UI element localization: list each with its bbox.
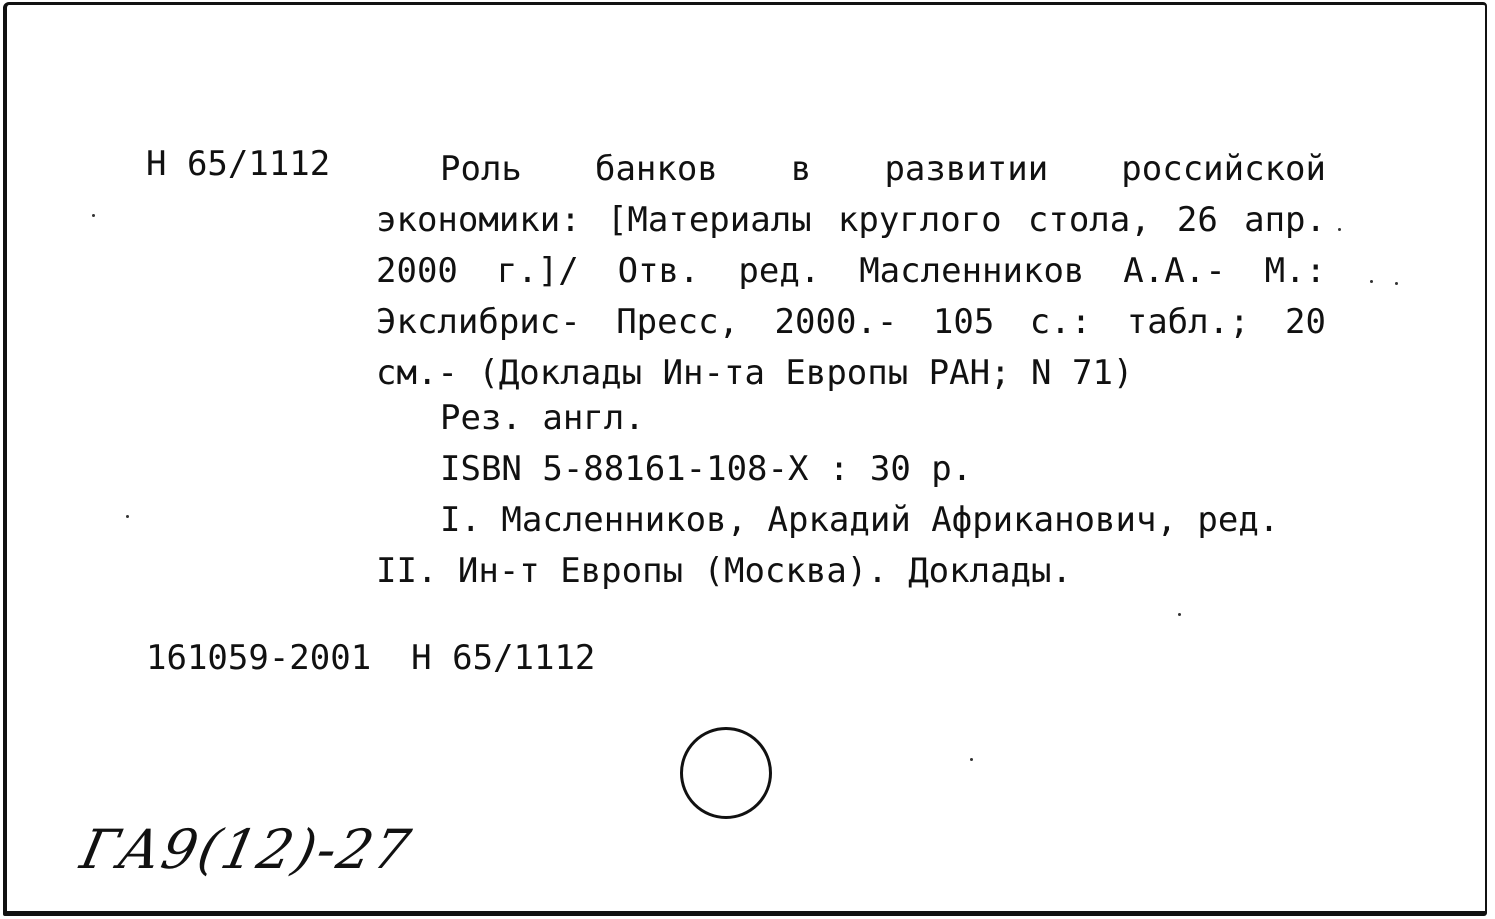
scan-speck xyxy=(1370,280,1373,283)
added-entry-editor: I. Масленников, Аркадий Африканович, ред. xyxy=(440,500,1280,540)
bibliographic-description: Роль банков в развитии российской экономики: [Материалы круглого стола, 26 апр. 2000 г.]/ Отв. ред. Масленников А.А.- М.: Экслибрис- Пресс, 2000.- 105 с.: табл.; 20 см.- (Доклады Ин-та Европы РАН; N 71) xyxy=(376,149,1326,393)
scan-speck xyxy=(1178,613,1181,616)
handwritten-note: ГА9(12)-27 xyxy=(75,818,418,881)
scan-speck xyxy=(92,214,95,217)
summary-note: Рез. англ. xyxy=(440,398,645,438)
added-entry-series: II. Ин-т Европы (Москва). Доклады. xyxy=(376,551,1072,591)
scan-speck xyxy=(1338,228,1341,231)
accession-line xyxy=(146,638,595,678)
isbn-line: ISBN 5-88161-108-X : 30 р. xyxy=(440,449,973,489)
accession-number: 161059-2001 xyxy=(146,638,372,678)
shelf-mark: Н 65/1112 xyxy=(146,144,331,184)
scan-speck xyxy=(126,515,129,518)
accession-shelf-mark: Н 65/1112 xyxy=(411,638,596,678)
scan-speck xyxy=(1395,282,1398,285)
card-punch-hole xyxy=(680,727,772,819)
scan-speck xyxy=(970,758,973,761)
